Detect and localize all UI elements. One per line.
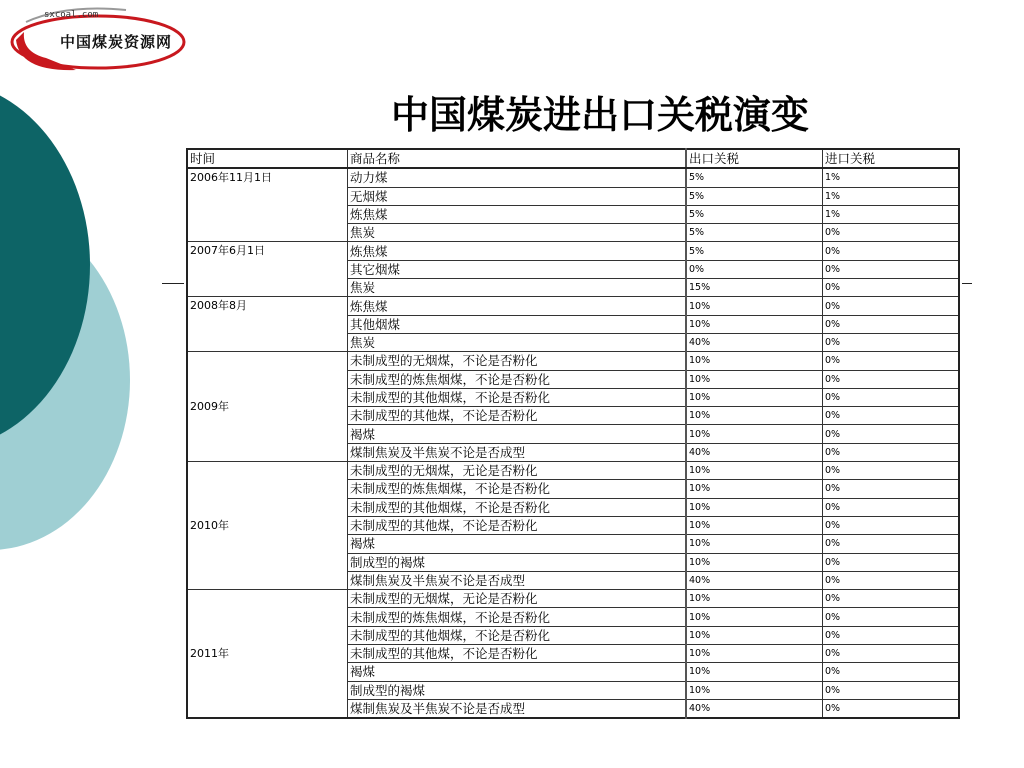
export-tariff-cell: 10% — [686, 535, 823, 553]
table-row — [187, 352, 959, 370]
export-tariff-cell: 40% — [686, 699, 823, 718]
import-tariff-cell: 0% — [823, 699, 960, 718]
product-cell: 褐煤 — [348, 535, 687, 553]
header-export-tariff: 出口关税 — [686, 149, 823, 168]
logo-site-text: sxcoal.com — [44, 10, 99, 20]
product-cell: 炼焦煤 — [348, 297, 687, 315]
export-tariff-cell: 10% — [686, 370, 823, 388]
table-row — [187, 297, 959, 315]
import-tariff-cell: 0% — [823, 279, 960, 297]
export-tariff-cell: 10% — [686, 663, 823, 681]
table-header-row — [187, 149, 959, 168]
import-tariff-cell: 0% — [823, 626, 960, 644]
import-tariff-cell: 0% — [823, 462, 960, 480]
tariff-table — [186, 148, 960, 719]
export-tariff-cell: 5% — [686, 187, 823, 205]
import-tariff-cell: 0% — [823, 260, 960, 278]
product-cell: 煤制焦炭及半焦炭不论是否成型 — [348, 571, 687, 589]
export-tariff-cell: 10% — [686, 480, 823, 498]
import-tariff-cell: 0% — [823, 663, 960, 681]
import-tariff-cell: 0% — [823, 407, 960, 425]
export-tariff-cell: 10% — [686, 626, 823, 644]
import-tariff-cell: 0% — [823, 224, 960, 242]
table-body — [187, 168, 959, 718]
import-tariff-cell: 0% — [823, 297, 960, 315]
import-tariff-cell: 0% — [823, 645, 960, 663]
table-row — [187, 462, 959, 480]
import-tariff-cell: 0% — [823, 516, 960, 534]
header-import-tariff: 进口关税 — [823, 149, 960, 168]
export-tariff-cell: 10% — [686, 315, 823, 333]
export-tariff-cell: 10% — [686, 553, 823, 571]
export-tariff-cell: 10% — [686, 516, 823, 534]
export-tariff-cell: 10% — [686, 590, 823, 608]
product-cell: 动力煤 — [348, 168, 687, 187]
divider-left — [162, 283, 184, 284]
divider-right — [962, 283, 972, 284]
import-tariff-cell: 1% — [823, 168, 960, 187]
export-tariff-cell: 5% — [686, 205, 823, 223]
export-tariff-cell: 5% — [686, 242, 823, 260]
export-tariff-cell: 10% — [686, 425, 823, 443]
import-tariff-cell: 0% — [823, 681, 960, 699]
site-logo[interactable] — [6, 2, 192, 76]
product-cell: 未制成型的无烟煤，无论是否粉化 — [348, 462, 687, 480]
product-cell: 未制成型的其他煤，不论是否粉化 — [348, 516, 687, 534]
product-cell: 未制成型的炼焦烟煤，不论是否粉化 — [348, 480, 687, 498]
export-tariff-cell: 5% — [686, 168, 823, 187]
export-tariff-cell: 5% — [686, 224, 823, 242]
product-cell: 制成型的褐煤 — [348, 553, 687, 571]
table-row — [187, 168, 959, 187]
period-cell: 2007年6月1日 — [187, 242, 348, 297]
product-cell: 未制成型的无烟煤，无论是否粉化 — [348, 590, 687, 608]
product-cell: 煤制焦炭及半焦炭不论是否成型 — [348, 699, 687, 718]
export-tariff-cell: 10% — [686, 645, 823, 663]
import-tariff-cell: 0% — [823, 608, 960, 626]
product-cell: 炼焦煤 — [348, 205, 687, 223]
import-tariff-cell: 0% — [823, 553, 960, 571]
product-cell: 焦炭 — [348, 224, 687, 242]
export-tariff-cell: 40% — [686, 443, 823, 461]
product-cell: 炼焦煤 — [348, 242, 687, 260]
page-title: 中国煤炭进出口关税演变 — [390, 93, 809, 137]
import-tariff-cell: 1% — [823, 205, 960, 223]
period-cell: 2008年8月 — [187, 297, 348, 352]
product-cell: 制成型的褐煤 — [348, 681, 687, 699]
period-cell: 2011年 — [187, 590, 348, 719]
export-tariff-cell: 10% — [686, 388, 823, 406]
import-tariff-cell: 0% — [823, 498, 960, 516]
import-tariff-cell: 0% — [823, 535, 960, 553]
import-tariff-cell: 0% — [823, 352, 960, 370]
import-tariff-cell: 0% — [823, 315, 960, 333]
import-tariff-cell: 0% — [823, 388, 960, 406]
logo-name-text: 中国煤炭资源网 — [60, 33, 173, 51]
import-tariff-cell: 0% — [823, 425, 960, 443]
product-cell: 褐煤 — [348, 425, 687, 443]
export-tariff-cell: 10% — [686, 498, 823, 516]
product-cell: 焦炭 — [348, 333, 687, 351]
import-tariff-cell: 0% — [823, 333, 960, 351]
export-tariff-cell: 10% — [686, 297, 823, 315]
export-tariff-cell: 10% — [686, 681, 823, 699]
export-tariff-cell: 40% — [686, 333, 823, 351]
table-row — [187, 590, 959, 608]
header-product: 商品名称 — [348, 149, 687, 168]
export-tariff-cell: 15% — [686, 279, 823, 297]
product-cell: 未制成型的炼焦烟煤，不论是否粉化 — [348, 608, 687, 626]
period-cell: 2010年 — [187, 462, 348, 590]
import-tariff-cell: 0% — [823, 370, 960, 388]
import-tariff-cell: 0% — [823, 242, 960, 260]
export-tariff-cell: 10% — [686, 608, 823, 626]
import-tariff-cell: 0% — [823, 443, 960, 461]
export-tariff-cell: 10% — [686, 407, 823, 425]
product-cell: 未制成型的其他煤，不论是否粉化 — [348, 407, 687, 425]
import-tariff-cell: 0% — [823, 590, 960, 608]
export-tariff-cell: 0% — [686, 260, 823, 278]
product-cell: 焦炭 — [348, 279, 687, 297]
product-cell: 未制成型的其他烟煤，不论是否粉化 — [348, 498, 687, 516]
product-cell: 未制成型的其他烟煤，不论是否粉化 — [348, 388, 687, 406]
period-cell: 2009年 — [187, 352, 348, 462]
export-tariff-cell: 10% — [686, 352, 823, 370]
product-cell: 未制成型的炼焦烟煤，不论是否粉化 — [348, 370, 687, 388]
product-cell: 其它烟煤 — [348, 260, 687, 278]
product-cell: 无烟煤 — [348, 187, 687, 205]
import-tariff-cell: 1% — [823, 187, 960, 205]
header-time: 时间 — [187, 149, 348, 168]
product-cell: 褐煤 — [348, 663, 687, 681]
product-cell: 未制成型的无烟煤，不论是否粉化 — [348, 352, 687, 370]
period-cell: 2006年11月1日 — [187, 168, 348, 242]
tariff-table-container — [186, 148, 960, 719]
export-tariff-cell: 10% — [686, 462, 823, 480]
import-tariff-cell: 0% — [823, 571, 960, 589]
import-tariff-cell: 0% — [823, 480, 960, 498]
product-cell: 未制成型的其他煤，不论是否粉化 — [348, 645, 687, 663]
product-cell: 未制成型的其他烟煤，不论是否粉化 — [348, 626, 687, 644]
product-cell: 其他烟煤 — [348, 315, 687, 333]
product-cell: 煤制焦炭及半焦炭不论是否成型 — [348, 443, 687, 461]
table-row — [187, 242, 959, 260]
export-tariff-cell: 40% — [686, 571, 823, 589]
